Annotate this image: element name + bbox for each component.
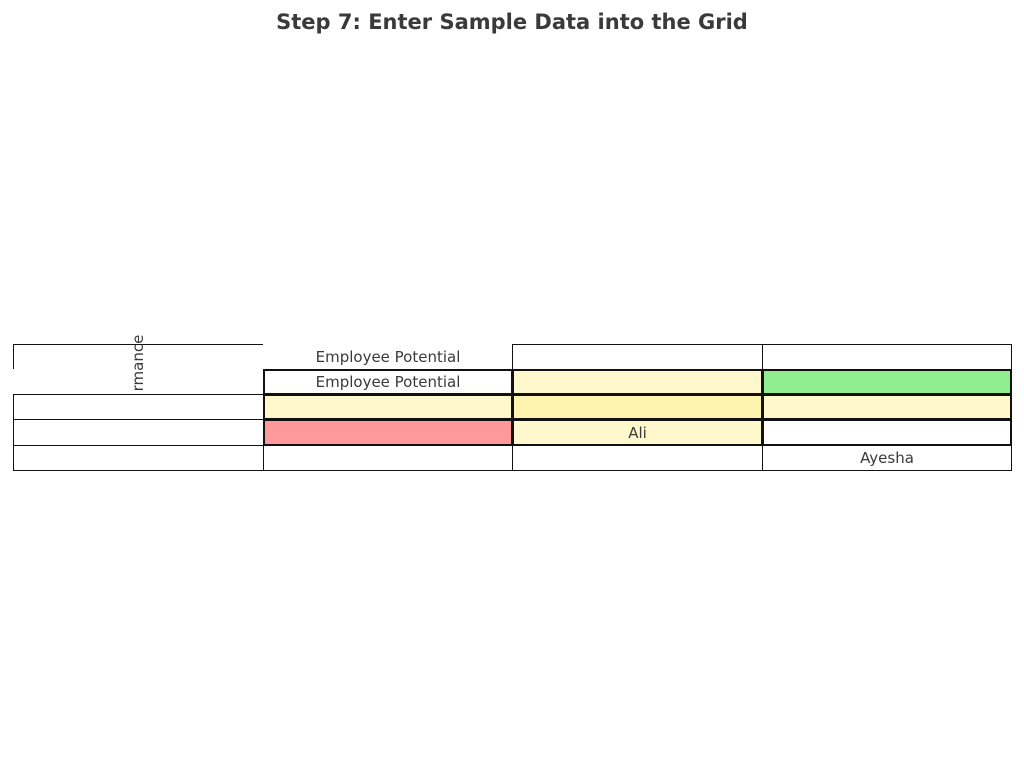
grid-cell-r3-c1 [13,394,264,420]
grid-cell-r5-c2 [263,445,513,471]
grid-cell-r1-c2: Employee Potential [263,344,513,370]
page-title: Step 7: Enter Sample Data into the Grid [276,10,748,34]
grid-cell-r4-c1 [13,419,264,446]
grid-cell-r4-c3: Ali [512,419,763,446]
grid-cell-r5-c1 [13,445,264,471]
grid-cell-r3-c3 [512,394,763,420]
grid-cell-r4-c2 [263,419,513,446]
grid-cell-r2-c2: Employee Potential [263,369,513,395]
grid-cell-r4-c4 [762,419,1012,446]
grid-cell-r2-c3 [512,369,763,395]
grid-cell-r3-c4 [762,394,1012,420]
grid-cell-r5-c4: Ayesha [762,445,1012,471]
grid-cell-r1-c4 [762,344,1012,370]
vertical-axis-label: rmance [129,334,147,392]
grid-cell-r2-c4 [762,369,1012,395]
grid-cell-r5-c3 [512,445,763,471]
grid-cell-r3-c2 [263,394,513,420]
grid-cell-r1-c3 [512,344,763,370]
